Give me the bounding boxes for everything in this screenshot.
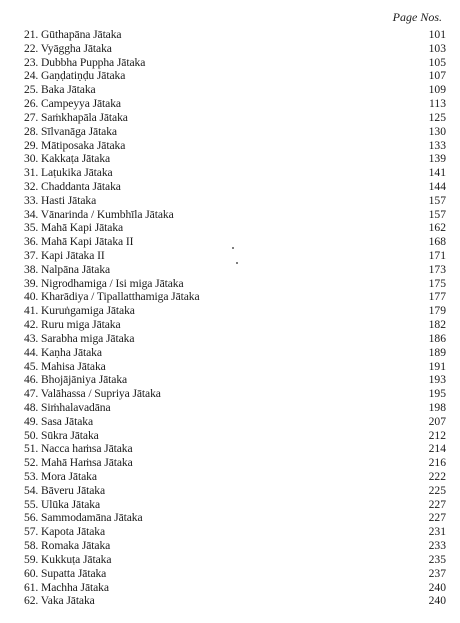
toc-entry-title: 22. Vyāggha Jātaka [24, 41, 112, 55]
toc-entry [24, 456, 446, 470]
toc-entry-title: 50. Sūkra Jātaka [24, 428, 99, 442]
toc-entry-title: 48. Siṁhalavadāna [24, 400, 111, 414]
toc-entry [24, 304, 446, 318]
toc-entry-title: 43. Sarabha miga Jātaka [24, 331, 135, 345]
toc-entry [24, 125, 446, 139]
toc-entry-title: 57. Kapota Jātaka [24, 525, 106, 539]
toc-entry-title: 36. Mahā Kapi Jātaka II [24, 235, 134, 249]
toc-entry [24, 263, 446, 277]
toc-entry-title: 62. Vaka Jātaka [24, 594, 95, 608]
toc-entry [24, 498, 446, 512]
toc-entry-page-number: 173 [428, 262, 446, 276]
toc-entry [24, 277, 446, 291]
page-nos-heading: Page Nos. [392, 10, 442, 24]
toc-entry-title: 26. Campeyya Jātaka [24, 97, 121, 111]
table-of-contents [24, 28, 446, 608]
toc-entry [24, 484, 446, 498]
toc-entry-page-number: 189 [428, 345, 446, 359]
toc-entry [24, 111, 446, 125]
toc-entry [24, 332, 446, 346]
toc-entry-title: 55. Ulūka Jātaka [24, 497, 100, 511]
toc-entry-title: 52. Mahā Haṁsa Jātaka [24, 456, 133, 470]
toc-entry-title: 38. Nalpāna Jātaka [24, 262, 111, 276]
toc-entry-page-number: 171 [428, 249, 446, 262]
toc-entry-title: 58. Romaka Jātaka [24, 539, 111, 553]
toc-entry-page-number: 231 [428, 525, 446, 539]
toc-entry-page-number: 130 [428, 124, 446, 138]
toc-entry [24, 83, 446, 97]
toc-entry [24, 373, 446, 387]
toc-entry-title: 23. Dubbha Puppha Jātaka [24, 55, 146, 69]
toc-entry-title: 49. Sasa Jātaka [24, 414, 94, 428]
toc-entry-title: 47. Valāhassa / Supriya Jātaka [24, 387, 161, 401]
toc-entry-title: 29. Mātiposaka Jātaka [24, 138, 126, 152]
toc-entry [24, 318, 446, 332]
toc-entry-title: 61. Machha Jātaka [24, 580, 109, 594]
toc-entry [24, 42, 446, 56]
toc-entry-title: 42. Ruru miga Jātaka [24, 318, 121, 332]
toc-entry-page-number: 125 [428, 110, 446, 124]
toc-entry [24, 152, 446, 166]
toc-entry [24, 581, 446, 595]
toc-entry-page-number: 235 [428, 552, 446, 566]
toc-entry [24, 139, 446, 153]
toc-entry-title: 44. Kaṇha Jātaka [24, 345, 102, 359]
toc-entry-title: 46. Bhojājāniya Jātaka [24, 373, 128, 387]
toc-entry [24, 567, 446, 581]
toc-entry-title: 28. Sīlvanāga Jātaka [24, 124, 117, 138]
toc-entry-page-number: 227 [428, 511, 446, 525]
toc-entry-title: 21. Gūthapāna Jātaka [24, 28, 122, 41]
toc-entry-title: 54. Bāveru Jātaka [24, 483, 106, 497]
toc-entry [24, 511, 446, 525]
toc-entry-title: 59. Kukkuṭa Jātaka [24, 552, 112, 566]
toc-entry [24, 346, 446, 360]
toc-entry-page-number: 195 [428, 387, 446, 401]
toc-entry-title: 56. Sammodamāna Jātaka [24, 511, 143, 525]
stray-mark [232, 247, 234, 249]
toc-entry-title: 51. Nacca haṁsa Jātaka [24, 442, 133, 456]
toc-entry [24, 194, 446, 208]
toc-entry-page-number: 212 [428, 428, 446, 442]
toc-entry [24, 553, 446, 567]
toc-entry [24, 56, 446, 70]
toc-entry-page-number: 237 [428, 566, 446, 580]
toc-entry-page-number: 191 [428, 359, 446, 373]
toc-entry [24, 442, 446, 456]
toc-entry-page-number: 216 [428, 456, 446, 470]
toc-entry [24, 208, 446, 222]
toc-entry-title: 33. Hasti Jātaka [24, 193, 97, 207]
toc-entry-page-number: 109 [428, 83, 446, 97]
toc-entry-page-number: 103 [428, 41, 446, 55]
toc-entry-title: 40. Kharādiya / Tipallatthamiga Jātaka [24, 290, 200, 304]
toc-entry [24, 69, 446, 83]
toc-entry-page-number: 157 [428, 207, 446, 221]
toc-entry-page-number: 198 [428, 400, 446, 414]
toc-entry-page-number: 214 [428, 442, 446, 456]
toc-entry-page-number: 240 [428, 594, 446, 608]
toc-entry [24, 429, 446, 443]
toc-entry-page-number: 133 [428, 138, 446, 152]
toc-entry-page-number: 175 [428, 276, 446, 290]
toc-entry-title: 37. Kapi Jātaka II [24, 249, 105, 262]
toc-entry [24, 290, 446, 304]
toc-entry-page-number: 105 [428, 55, 446, 69]
toc-entry [24, 97, 446, 111]
toc-entry-page-number: 113 [429, 97, 446, 111]
toc-entry-title: 31. Laṭukika Jātaka [24, 166, 113, 180]
toc-entry-page-number: 227 [428, 497, 446, 511]
toc-entry-title: 35. Mahā Kapi Jātaka [24, 221, 124, 235]
toc-entry-page-number: 107 [428, 69, 446, 83]
toc-entry [24, 28, 446, 42]
stray-mark [236, 262, 238, 264]
toc-entry-page-number: 141 [428, 166, 446, 180]
toc-entry [24, 539, 446, 553]
toc-entry-page-number: 240 [428, 580, 446, 594]
toc-entry [24, 525, 446, 539]
toc-entry [24, 594, 446, 608]
toc-entry-title: 39. Nigrodhamiga / Isi miga Jātaka [24, 276, 184, 290]
toc-entry [24, 470, 446, 484]
toc-entry-title: 30. Kakkaṭa Jātaka [24, 152, 111, 166]
toc-entry-title: 24. Gaṇḍatiṇḍu Jātaka [24, 69, 126, 83]
toc-entry [24, 387, 446, 401]
toc-entry-page-number: 182 [428, 318, 446, 332]
toc-entry-title: 34. Vānarinda / Kumbhīla Jātaka [24, 207, 174, 221]
toc-entry-title: 53. Mora Jātaka [24, 470, 97, 483]
toc-entry-title: 25. Baka Jātaka [24, 83, 96, 97]
toc-entry [24, 180, 446, 194]
toc-entry-page-number: 233 [428, 539, 446, 553]
toc-entry-page-number: 139 [428, 152, 446, 166]
toc-entry-page-number: 207 [428, 414, 446, 428]
toc-entry-title: 41. Kuruṅgamiga Jātaka [24, 304, 135, 318]
toc-entry [24, 415, 446, 429]
toc-entry-page-number: 193 [428, 373, 446, 387]
toc-entry [24, 249, 446, 263]
toc-entry-page-number: 222 [428, 470, 446, 483]
toc-entry-title: 32. Chaddanta Jātaka [24, 179, 121, 193]
toc-entry [24, 401, 446, 415]
toc-entry-page-number: 225 [428, 483, 446, 497]
toc-entry-page-number: 177 [428, 290, 446, 304]
toc-entry-page-number: 186 [428, 331, 446, 345]
toc-entry [24, 235, 446, 249]
toc-entry-page-number: 168 [428, 235, 446, 249]
toc-entry-page-number: 144 [428, 179, 446, 193]
toc-entry [24, 221, 446, 235]
toc-entry-page-number: 179 [428, 304, 446, 318]
toc-entry [24, 360, 446, 374]
toc-entry-page-number: 157 [428, 193, 446, 207]
toc-entry-title: 60. Supatta Jātaka [24, 566, 107, 580]
toc-entry [24, 166, 446, 180]
toc-entry-title: 27. Saṁkhapāla Jātaka [24, 110, 128, 124]
toc-entry-title: 45. Mahisa Jātaka [24, 359, 106, 373]
toc-entry-page-number: 101 [428, 28, 446, 41]
toc-entry-page-number: 162 [428, 221, 446, 235]
